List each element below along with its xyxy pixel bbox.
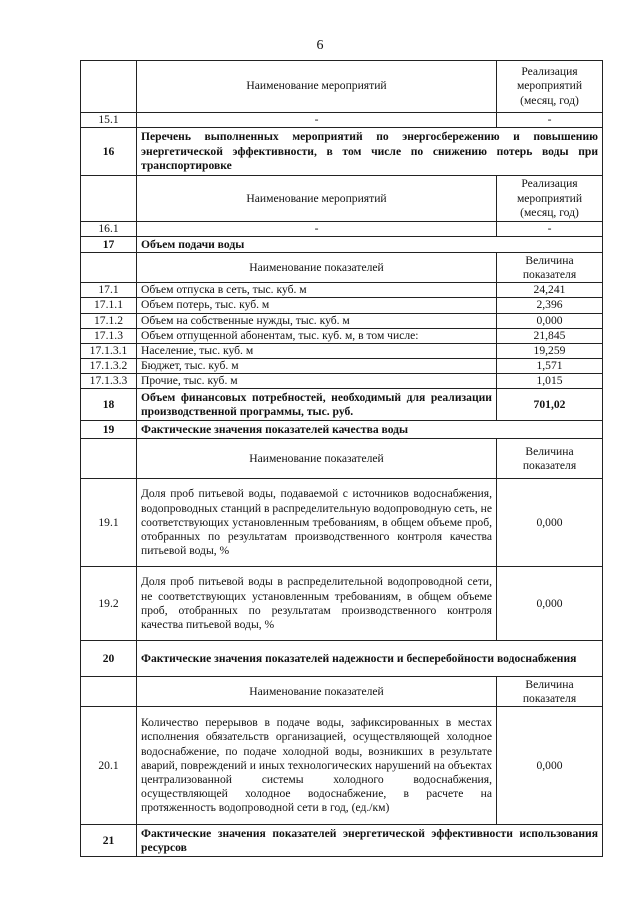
indicator-name: Количество перерывов в подаче воды, зафиксированных в местах исполнения обязательств организацией, осуществляющей холодное водоснабжение, по подаче холодной воды, возникших в результате аварий, повреждений и иных технологических нарушений на объектах централизованной системы холодного водоснабжения, осуществляющей холодное водоснабжение, в расчете на протяженность водопроводной сети в год, (ед./км) bbox=[137, 707, 497, 825]
table-row bbox=[81, 128, 603, 176]
row-number: 17.1.1 bbox=[81, 298, 137, 313]
indicator-name: Доля проб питьевой воды, подаваемой с источников водоснабжения, водопроводных станций в распределительную водопроводную сеть, не соответствующих установленным требованиям, в общем объеме проб, отобранных по результатам производственного контроля качества питьевой воды, % bbox=[137, 479, 497, 567]
indicator-name: Доля проб питьевой воды в распределительной водопроводной сети, не соответствующих установленным требованиям, в общем объеме проб, отобранных по результатам производственного контроля качества питьевой воды, % bbox=[137, 567, 497, 641]
header-realization: Реализация мероприятий (месяц, год) bbox=[497, 176, 603, 222]
indicator-value: 0,000 bbox=[497, 479, 603, 567]
indicator-value: 24,241 bbox=[497, 283, 603, 298]
header-realization: Реализация мероприятий (месяц, год) bbox=[497, 61, 603, 113]
indicator-name: Население, тыс. куб. м bbox=[137, 343, 497, 358]
indicator-name: Объем отпущенной абонентам, тыс. куб. м, в том числе: bbox=[137, 328, 497, 343]
table-row bbox=[81, 253, 603, 283]
header-mero: Наименование мероприятий bbox=[137, 176, 497, 222]
table-row bbox=[81, 113, 603, 128]
indicator-name: Объем на собственные нужды, тыс. куб. м bbox=[137, 313, 497, 328]
indicator-value: 1,571 bbox=[497, 358, 603, 373]
table-row bbox=[81, 222, 603, 237]
indicator-name: Объем потерь, тыс. куб. м bbox=[137, 298, 497, 313]
table-row bbox=[81, 313, 603, 328]
indicator-value: 1,015 bbox=[497, 374, 603, 389]
header-value: Величина показателя bbox=[497, 677, 603, 707]
section-title: Фактические значения показателей энергетической эффективности использования ресурсов bbox=[137, 825, 603, 857]
table-row bbox=[81, 328, 603, 343]
indicator-name: Бюджет, тыс. куб. м bbox=[137, 358, 497, 373]
header-mero: Наименование мероприятий bbox=[137, 61, 497, 113]
row-number: 17.1 bbox=[81, 283, 137, 298]
section-title: Объем подачи воды bbox=[137, 237, 603, 253]
section-title: Фактические значения показателей качества воды bbox=[137, 421, 603, 439]
table-row bbox=[81, 61, 603, 113]
row-number: 19 bbox=[81, 421, 137, 439]
table-row bbox=[81, 343, 603, 358]
indicator-name: Объем отпуска в сеть, тыс. куб. м bbox=[137, 283, 497, 298]
header-indicators: Наименование показателей bbox=[137, 253, 497, 283]
report-table bbox=[80, 60, 603, 857]
header-indicators: Наименование показателей bbox=[137, 677, 497, 707]
header-value: Величина показателя bbox=[497, 439, 603, 479]
row-number: 17 bbox=[81, 237, 137, 253]
table-row bbox=[81, 707, 603, 825]
row-number: 17.1.2 bbox=[81, 313, 137, 328]
indicator-value: 2,396 bbox=[497, 298, 603, 313]
dash-cell: - bbox=[497, 222, 603, 237]
header-value: Величина показателя bbox=[497, 253, 603, 283]
header-indicators: Наименование показателей bbox=[137, 439, 497, 479]
row-number: 16.1 bbox=[81, 222, 137, 237]
table-row bbox=[81, 298, 603, 313]
row-number: 18 bbox=[81, 389, 137, 421]
row-number: 19.2 bbox=[81, 567, 137, 641]
section-title: Фактические значения показателей надежности и бесперебойности водоснабжения bbox=[137, 641, 603, 677]
row-number: 16 bbox=[81, 128, 137, 176]
row-number: 17.1.3 bbox=[81, 328, 137, 343]
table-row bbox=[81, 283, 603, 298]
row-number: 15.1 bbox=[81, 113, 137, 128]
table-row bbox=[81, 176, 603, 222]
dash-cell: - bbox=[137, 222, 497, 237]
table-row bbox=[81, 641, 603, 677]
row-number: 19.1 bbox=[81, 479, 137, 567]
row-number: 17.1.3.1 bbox=[81, 343, 137, 358]
table-row bbox=[81, 479, 603, 567]
row-number: 17.1.3.2 bbox=[81, 358, 137, 373]
table-row bbox=[81, 374, 603, 389]
table-row bbox=[81, 439, 603, 479]
indicator-value: 19,259 bbox=[497, 343, 603, 358]
dash-cell: - bbox=[137, 113, 497, 128]
indicator-value: 0,000 bbox=[497, 707, 603, 825]
row-number: 20.1 bbox=[81, 707, 137, 825]
table-row bbox=[81, 358, 603, 373]
section-title: Объем финансовых потребностей, необходимый для реализации производственной программы, тыс. руб. bbox=[137, 389, 497, 421]
row-number: 17.1.3.3 bbox=[81, 374, 137, 389]
dash-cell: - bbox=[497, 113, 603, 128]
table-row bbox=[81, 677, 603, 707]
table-row bbox=[81, 567, 603, 641]
row-number: 20 bbox=[81, 641, 137, 677]
table-row bbox=[81, 825, 603, 857]
indicator-value: 21,845 bbox=[497, 328, 603, 343]
section-title: Перечень выполненных мероприятий по энергосбережению и повышению энергетической эффективности, в том числе по снижению потерь воды при транспортировке bbox=[137, 128, 603, 176]
indicator-name: Прочие, тыс. куб. м bbox=[137, 374, 497, 389]
table-row bbox=[81, 237, 603, 253]
table-row bbox=[81, 421, 603, 439]
table-row bbox=[81, 389, 603, 421]
row-number: 21 bbox=[81, 825, 137, 857]
page-number: 6 bbox=[316, 38, 324, 53]
indicator-value: 0,000 bbox=[497, 313, 603, 328]
indicator-value: 701,02 bbox=[497, 389, 603, 421]
indicator-value: 0,000 bbox=[497, 567, 603, 641]
